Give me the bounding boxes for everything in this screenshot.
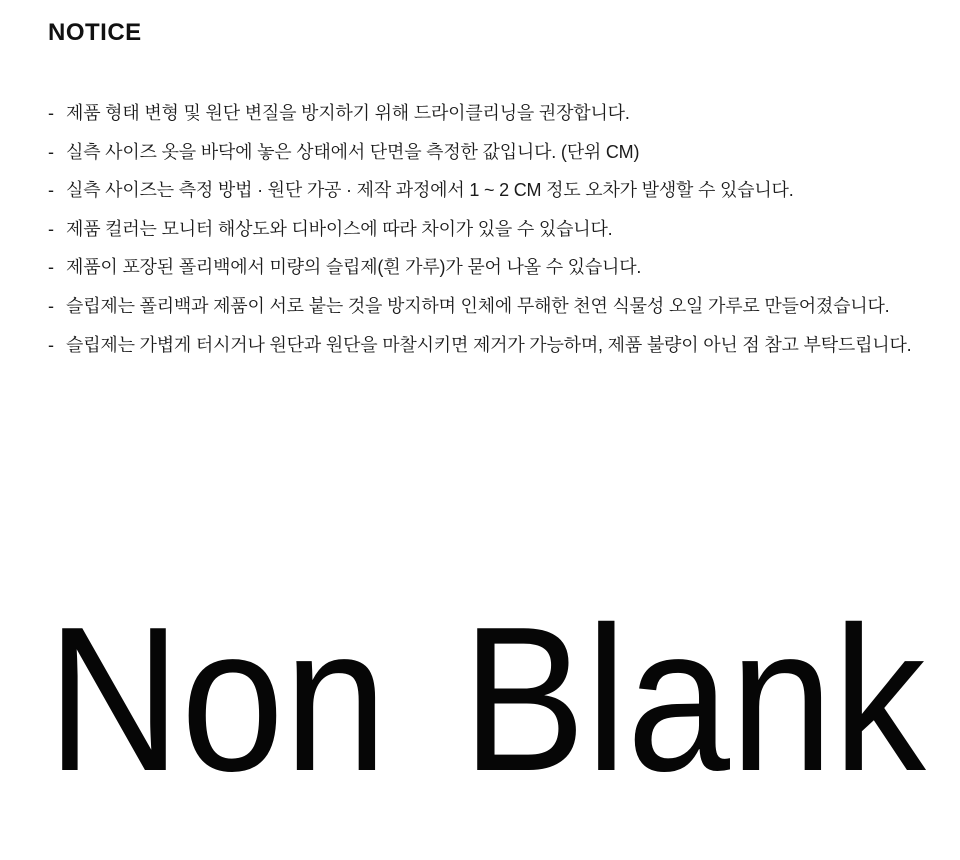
bullet-dash: - — [48, 103, 54, 123]
bullet-dash: - — [48, 141, 54, 162]
page-title: NOTICE — [48, 19, 142, 46]
notice-item-text: 슬립제는 폴리백과 제품이 서로 붙는 것을 방지하며 인체에 무해한 천연 식물성 오일 가루로 만들어졌습니다. — [66, 295, 890, 316]
notice-item — [48, 171, 911, 210]
bullet-dash: - — [48, 334, 54, 355]
notice-item — [48, 133, 911, 172]
notice-item-text: 제품 형태 변형 및 원단 변질을 방지하기 위해 드라이클리닝을 권장합니다. — [66, 103, 630, 123]
bullet-dash: - — [48, 257, 54, 278]
notice-item-text: 제품 컬러는 모니터 해상도와 디바이스에 따라 차이가 있을 수 있습니다. — [66, 218, 613, 239]
notice-list — [48, 94, 911, 364]
notice-item-text: 실측 사이즈는 측정 방법 · 원단 가공 · 제작 과정에서 1 ~ 2 CM 정도 오차가 발생할 수 있습니다. — [66, 180, 794, 201]
notice-item — [48, 326, 911, 365]
notice-item — [48, 210, 911, 249]
brand-logo-text: Non Blank — [47, 584, 926, 814]
notice-item-text: 실측 사이즈 옷을 바닥에 놓은 상태에서 단면을 측정한 값입니다. (단위 CM) — [66, 141, 640, 162]
notice-item — [48, 287, 911, 326]
notice-item-text: 제품이 포장된 폴리백에서 미량의 슬립제(흰 가루)가 묻어 나올 수 있습니다. — [66, 257, 642, 278]
notice-item — [48, 94, 911, 133]
bullet-dash: - — [48, 295, 54, 316]
notice-item — [48, 248, 911, 287]
bullet-dash: - — [48, 180, 54, 201]
notice-item-text: 슬립제는 가볍게 터시거나 원단과 원단을 마찰시키면 제거가 가능하며, 제품 불량이 아닌 점 참고 부탁드립니다. — [66, 334, 912, 355]
bullet-dash: - — [48, 218, 54, 239]
